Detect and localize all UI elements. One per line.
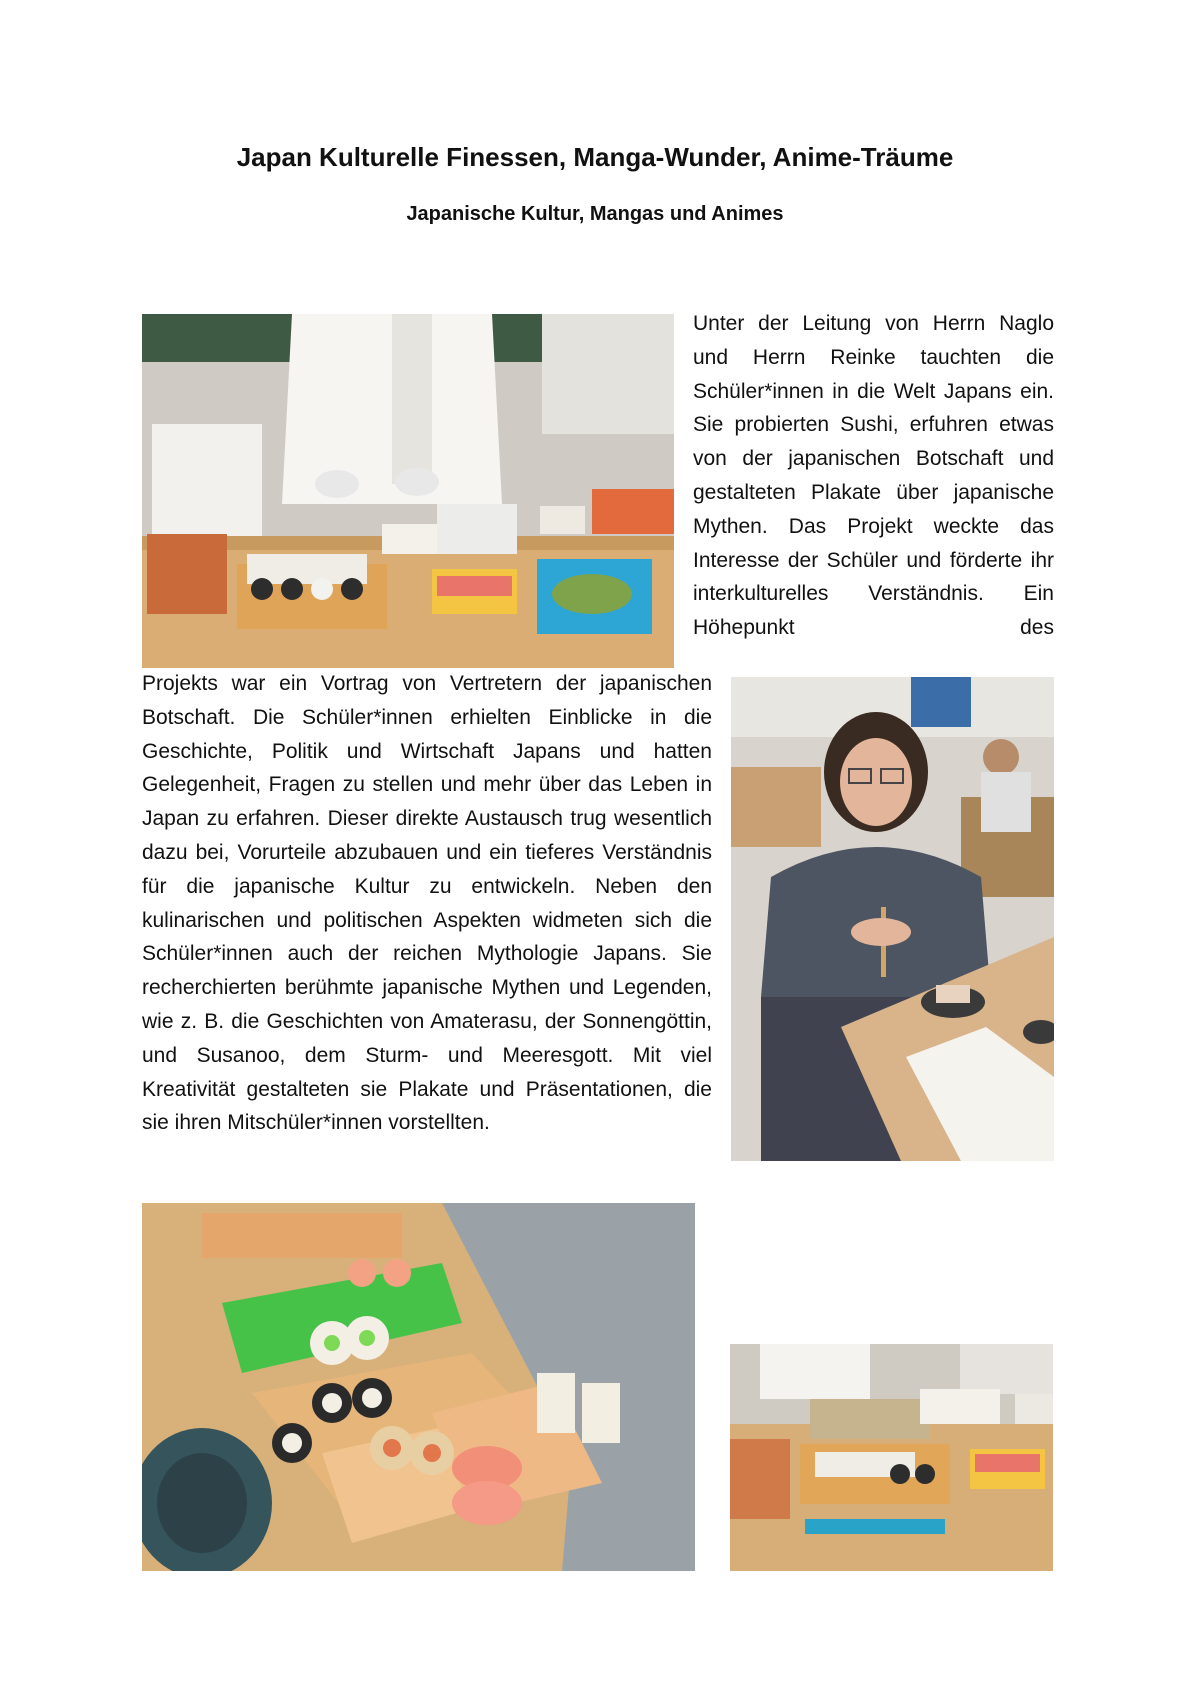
intro-paragraph: Unter der Leitung von Herrn Naglo und Herrn Reinke tauchten die Schüler*innen in die Welt Japans ein. Sie probierten Sushi, erfuhren etwas von der japanischen Botschaft und gestalteten Plakate über japanische Mythen. Das Projekt weckte das Interesse der Schüler und förderte ihr interkulturelles Verständnis. Ein Höhepunkt des (693, 312, 1054, 640)
main-paragraph: Projekts war ein Vortrag von Vertretern der japanischen Botschaft. Die Schüler*innen erhielten Einblicke in die Geschichte, Politik und Wirtschaft Japans und hatten Gelegenheit, Fragen zu stellen und mehr über das Leben in Japan zu erfahren. Dieser direkte Austausch trug wesentlich dazu bei, Vorurteile abzubauen und ein tieferes Verständnis für die japanische Kultur zu entwickeln. Neben den kulinarischen und politischen Aspekten widmeten sich die Schüler*innen auch der reichen Mythologie Japans. Sie recherchierten berühmte japanische Mythen und Legenden, wie z. B. die Geschichten von Amaterasu, der Sonnengöttin, und Susanoo, dem Sturm- und Meeresgott. Mit viel Kreativität gestalteten sie Plakate und Präsentationen, die sie ihren Mitschüler*innen vorstellten. (142, 672, 712, 1135)
student-with-chopsticks-photo (731, 677, 1054, 1161)
sushi-platter-photo (142, 1203, 695, 1571)
sushi-table-photo (730, 1344, 1053, 1571)
page-title: Japan Kulturelle Finessen, Manga-Wunder, Anime-Träume (236, 142, 954, 172)
sushi-preparation-photo (142, 314, 674, 668)
page-subtitle: Japanische Kultur, Mangas und Animes (406, 203, 784, 225)
